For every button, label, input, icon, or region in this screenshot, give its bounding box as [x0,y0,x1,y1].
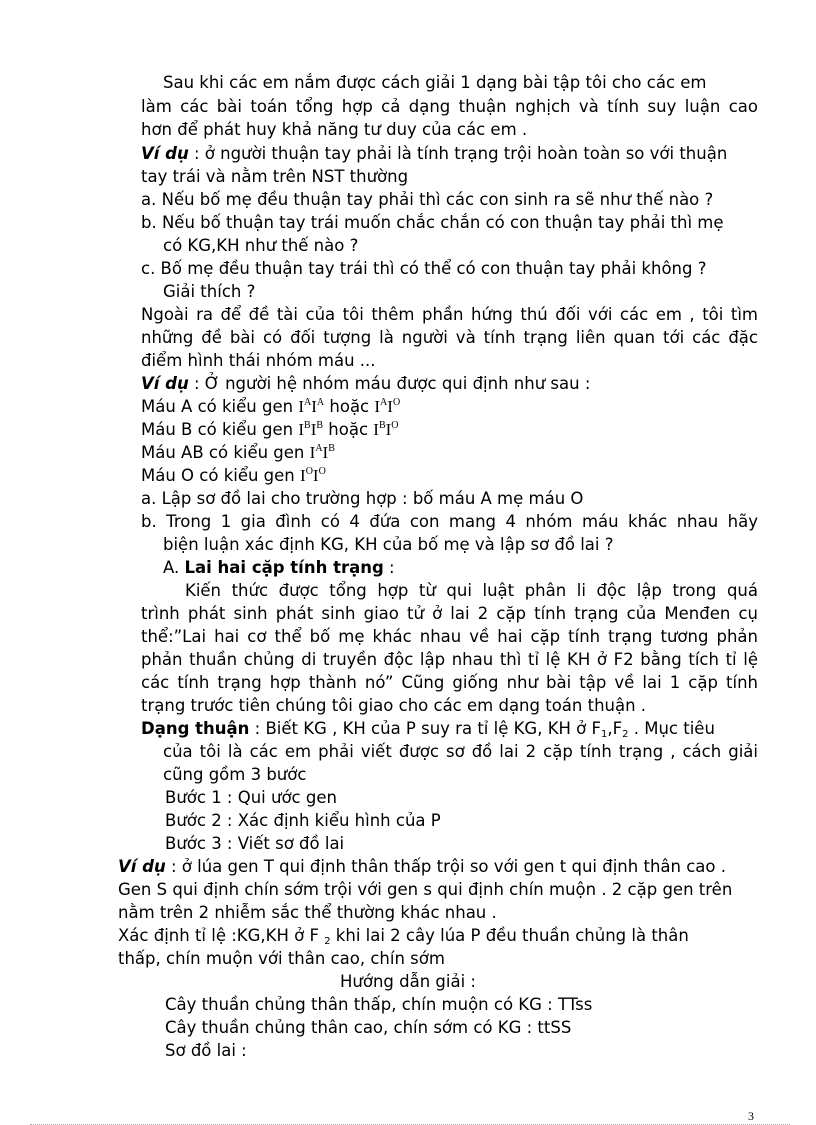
para1-line1: Sau khi các em nắm được cách giải 1 dạng bài tập tôi cho các em [163,73,707,92]
blood-type-a: Máu A có kiểu gen $I^AI^A$ hoặc $I^AI^O$ [141,397,401,416]
solution-line2: Cây thuần chủng thân cao, chín sớm có KG : ttSS [165,1018,572,1037]
page-number: 3 [748,1109,754,1123]
section-a-line2: trình phát sinh phát sinh giao tử ở lai 2 cặp tính trạng của Menđen cụ [141,604,758,623]
section-a-line4: phản thuần chủng di truyền độc lập nhau thì tỉ lệ KH ở F2 bằng tích tỉ lệ [141,650,758,669]
blood-type-b: Máu B có kiểu gen $I^BI^B$ hoặc $I^BI^O$ [141,420,399,439]
example2-line1 [141,373,590,395]
para2-line2: những đề bài có đối tượng là người và tính trạng liên quan tới các đặc [141,328,758,347]
example2-question-a: a. Lập sơ đồ lai cho trường hợp : bố máu A mẹ máu O [141,489,584,508]
example1-line2: tay trái và nằm trên NST thường [141,167,409,186]
example1-question-c-line2: Giải thích ? [163,282,256,301]
example1-question-b-line1: b. Nếu bố thuận tay trái muốn chắc chắn có con thuận tay phải thì mẹ [141,213,724,232]
para1-line3: hơn để phát huy khả năng tư duy của các em . [141,120,528,139]
example1-question-b-line2: có KG,KH như thế nào ? [163,236,359,255]
example3-line4: Xác định tỉ lệ :KG,KH ở F $_2$ khi lai 2 cây lúa P đều thuần chủng là thân [118,926,689,947]
example2-question-b-line2: biện luận xác định KG, KH của bố mẹ và lập sơ đồ lai ? [163,535,614,554]
example1-text: : ở người thuận tay phải là tính trạng trội hoàn toàn so với thuận [188,144,728,163]
para1-line2: làm các bài toán tổng hợp cả dạng thuận nghịch và tính suy luận cao [141,97,758,116]
example1-question-a: a. Nếu bố mẹ đều thuận tay phải thì các con sinh ra sẽ như thế nào ? [141,190,714,209]
solution-line1: Cây thuần chủng thân thấp, chín muộn có KG : TTss [165,995,593,1014]
example3-line3: nằm trên 2 nhiễm sắc thể thường khác nhau . [118,903,497,922]
example2-text: : Ở người hệ nhóm máu được qui định như sau : [188,374,591,393]
example1-label: Ví dụ [141,144,189,163]
example2-label: Ví dụ [141,374,189,393]
para2-line3: điểm hình thái nhóm máu ... [141,351,376,370]
blood-type-o: Máu O có kiểu gen $I^OI^O$ [141,466,326,485]
step-3: Bước 3 : Viết sơ đồ lai [165,834,345,853]
section-a-line1: Kiến thức được tổng hợp từ qui luật phân li độc lập trong quá [185,581,758,600]
example3-label: Ví dụ [118,857,166,876]
example2-question-b-line1: b. Trong 1 gia đình có 4 đứa con mang 4 nhóm máu khác nhau hãy [141,512,758,531]
section-a-line5: các tính trạng hợp thành nó” Cũng giống như bài tập về lai 1 cặp tính [141,673,758,692]
step-2: Bước 2 : Xác định kiểu hình của P [165,811,441,830]
section-a-line3: thể:”Lai hai cơ thể bố mẹ khác nhau về hai cặp tính trạng tương phản [141,627,758,646]
example1-question-c-line1: c. Bố mẹ đều thuận tay trái thì có thể có con thuận tay phải không ? [141,259,707,278]
para2-line1: Ngoài ra để đề tài của tôi thêm phần hứng thú đối với các em , tôi tìm [141,305,758,324]
solution-guide-heading: Hướng dẫn giải : [340,972,476,991]
section-a-title: Lai hai cặp tính trạng [184,558,384,577]
forward-type-line3: cũng gồm 3 bước [163,765,307,784]
example1-line1 [141,143,727,165]
blood-type-ab: Máu AB có kiểu gen $I^AI^B$ [141,443,335,462]
example3-line5: thấp, chín muộn với thân cao, chín sớm [118,949,445,968]
section-a-heading: A. Lai hai cặp tính trạng : [163,558,395,577]
forward-type-label: Dạng thuận [141,719,250,738]
solution-line3: Sơ đồ lai : [165,1041,247,1060]
forward-type-line2: của tôi là các em phải viết được sơ đồ lai 2 cặp tính trạng , cách giải [163,742,758,761]
example3-line1 [118,856,726,878]
forward-type-line1: Dạng thuận : Biết KG , KH của P suy ra tỉ lệ KG, KH ở $F_1,F_2$ . Mục tiêu [141,719,715,740]
example3-line2: Gen S qui định chín sớm trội với gen s qui định chín muộn . 2 cặp gen trên [118,880,733,899]
example3-text: : ở lúa gen T qui định thân thấp trội so với gen t qui định thân cao . [165,857,726,876]
step-1: Bước 1 : Qui ước gen [165,788,337,807]
section-a-line6: trạng trước tiên chúng tôi giao cho các em dạng toán thuận . [141,696,647,715]
